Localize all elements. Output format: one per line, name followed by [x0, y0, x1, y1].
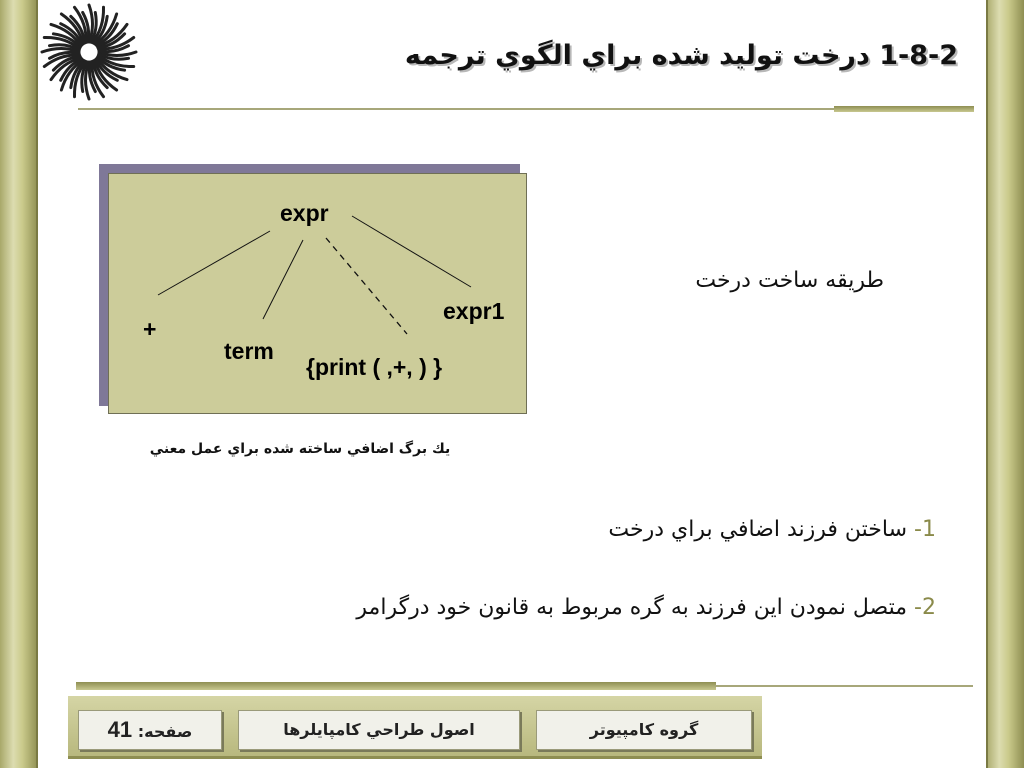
starburst-logo-icon [38, 2, 140, 102]
step-text: متصل نمودن اين فرزند به گره مربوط به قانون خود درگرامر [356, 595, 908, 620]
footer-divider-accent [76, 682, 716, 690]
list-item [356, 512, 936, 548]
step-number: 1- [914, 517, 936, 542]
step-number: 2- [914, 595, 936, 620]
slide-title: 1-8-2 درخت توليد شده براي الگوي ترجمه [404, 40, 958, 71]
tree-node-term: term [224, 338, 274, 364]
diagram-caption: يك برگ اضافي ساخته شده براي عمل معني [149, 441, 451, 457]
left-frame-bar [0, 0, 38, 768]
page-number: 41 [107, 717, 133, 742]
tree-node-semantic-action: {print ( ,+, ) } [306, 354, 443, 380]
steps-list [356, 512, 936, 668]
footer-divider [715, 685, 973, 687]
tree-node-plus: + [143, 316, 157, 342]
page-label: صفحه: [137, 722, 193, 741]
title-divider [78, 108, 834, 110]
page-number-box [78, 710, 222, 750]
tree-node-expr1: expr1 [443, 298, 505, 324]
course-name-box [238, 710, 520, 750]
step-text: ساختن فرزند اضافي براي درخت [608, 517, 908, 542]
tree-node-expr: expr [280, 200, 329, 226]
group-name-box [536, 710, 752, 750]
method-label: طريقه ساخت درخت [695, 268, 884, 293]
list-item [356, 590, 936, 626]
group-name: گروه كامپيوتر [589, 720, 699, 739]
title-divider-accent [834, 106, 974, 112]
course-name: اصول طراحي كامپايلرها [283, 720, 475, 739]
right-frame-bar [986, 0, 1024, 768]
